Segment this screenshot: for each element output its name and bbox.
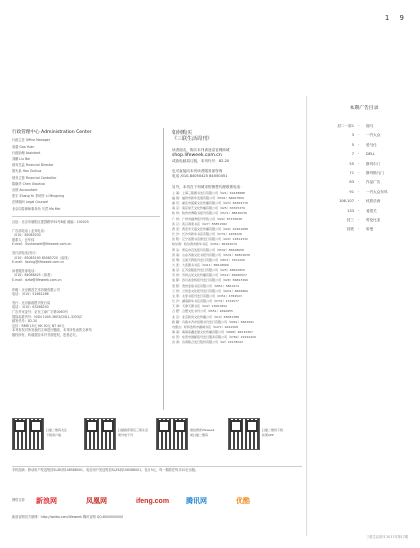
ad-index — [312, 106, 416, 235]
address-block — [12, 220, 162, 337]
outlet-row: 昆 明：云南天辉报刊发行有限公司（0871）3152206 — [172, 257, 245, 262]
outlet-row: 合 肥：合肥文化书刊公司（0551）2690855 — [172, 309, 233, 314]
outlet-row: 苏 州：苏州古吴文化传播有限公司（0512）65680527 — [172, 273, 247, 278]
outlet-row: 武 汉：武汉鸿泰书店（027）85851582 — [172, 221, 227, 226]
outlet-row: 广 州：广州市越秀报刊零售公司（020）87376638 — [172, 216, 242, 221]
outlet-row: 哈尔滨：哈尔滨市新华书店（0451）86183079 — [172, 242, 237, 247]
sub-phone: （010）85085190 85085720（直线） — [12, 255, 71, 260]
ad-index-row — [312, 160, 416, 169]
column-divider — [163, 128, 164, 410]
partners-label: 网络支持 — [12, 498, 25, 502]
ad-index-title: 本期广告目录 — [349, 106, 379, 111]
ad-dash: · — [358, 189, 360, 194]
web-line: 新浪官网官方微博：http://weibo.com/lifeweek 腾讯官网 QQ:8000000000 — [12, 515, 124, 519]
masthead-row: 法律顾问 Legal Counsel — [12, 200, 49, 205]
ad-index-row — [312, 122, 416, 131]
outlet-row: 上 海：上海三联图书发行有限公司（021）62438888 — [172, 190, 245, 195]
qr-caption: 下载客户端 — [46, 433, 62, 437]
masthead-row: 刘鹏 Liu Bei — [12, 157, 31, 162]
outlet-row: 海 南：海南荣鑫发展文化传播有限公司（0898）66234367 — [172, 330, 253, 335]
ad-contact: 联系人：汪华伟 — [12, 237, 35, 242]
partner-logo[interactable]: 凤凰网 — [86, 498, 107, 505]
ad-name: 枕旅乐西 — [366, 199, 381, 204]
ad-dash: · — [358, 208, 360, 213]
ad-name: 爱马仕 — [366, 142, 377, 147]
ad-page: 133 — [347, 208, 354, 213]
subscribe-p2: 或致电邮局订阅，本刊代号：82-20 — [172, 159, 230, 164]
outlet-row: 南 京：江苏金陵报刊发行有限公司（025）88620850 — [172, 268, 245, 273]
ad-index-row — [312, 169, 416, 178]
outlet-row: 青 岛：青岛市百发报刊有限公司（0532）85848658 — [172, 247, 244, 252]
masthead-row: 财务主管 Financial Controller — [12, 175, 57, 180]
ad-page: 5 — [351, 142, 354, 147]
qr-code-icon[interactable] — [156, 418, 188, 450]
qr-code-icon[interactable] — [228, 418, 260, 450]
subscribe-phone: 电话 /010-84050425 84050451 — [172, 174, 228, 179]
subscribe-p3: 也可直接向本刊读者服务部咨询 — [172, 169, 223, 174]
subscribe-title-1: 如何购买 — [172, 130, 193, 136]
ad-page: 91 — [349, 189, 354, 194]
outlet-row: 东 莞：东莞市国邮报刊发行服务有限公司（0769）22292426 — [172, 335, 256, 340]
partner-logo[interactable]: 优酷 — [236, 498, 250, 505]
ad-name: 哥伦比亚 — [366, 217, 381, 222]
ad-page: 封底 — [346, 227, 354, 232]
footer: 三联生活周刊 2017年第17期 — [366, 535, 408, 539]
masthead-row: 张宇 Zhang Yu 李明开 Li Mingning — [12, 194, 65, 199]
ad-dash: · — [358, 199, 360, 204]
ad-name: 作品广告 — [366, 180, 381, 185]
qr-row — [12, 414, 302, 464]
qr-caption: 扫描推荐商店三联生活 — [118, 428, 149, 432]
sub-label: 发行部电话/发行： — [12, 250, 39, 255]
qr-separator — [12, 466, 302, 467]
masthead-separator — [12, 216, 160, 217]
masthead-rows — [12, 137, 160, 211]
reader-email: E-mail：dzfw@lifeweek.com.cn — [12, 277, 62, 282]
outlet-row: 太 原：太原书报刊发行有限公司（0351）4789523 — [172, 293, 242, 298]
qr-caption: 微信搜索lifeweek — [190, 428, 215, 432]
office-address: 社址：北京市朝阳区建国路甲92号B座 邮编：100025 — [12, 220, 89, 224]
ad-index-row — [312, 188, 416, 197]
outlet-row: 大 连：大连图书书店（0411）86618666 — [172, 263, 229, 268]
ad-dash: · — [358, 161, 360, 166]
outlet-row: 长 沙：长沙市新华书店有限公司（0731）4458226 — [172, 232, 242, 237]
qr-caption: 周刊电子刊 — [118, 433, 134, 437]
copyright-note-2: 版权所有，转载需经本刊书面授权，违者必究。 — [12, 332, 79, 337]
ad-dash: · — [358, 217, 360, 222]
ad-license: 广告许可证号：京东工商广字第0063号 — [12, 309, 68, 314]
outlet-row: 成 都：四川省金桥报刊发行有限公司（028）86823369 — [172, 278, 248, 283]
shop-url[interactable]: shop.lifeweek.com.cn — [172, 153, 222, 159]
outlet-row: 重 庆：重庆市富保文化传播有限公司（023）86359776 — [172, 201, 248, 206]
outlet-row: 长 沙：湖南新华书店有限公司（0731）4744577 — [172, 299, 239, 304]
qr-caption: 松果APP — [262, 433, 274, 437]
ad-dash: · — [358, 227, 360, 232]
qr-code-icon[interactable] — [12, 418, 44, 450]
masthead-row: 出纳 Accountant — [12, 188, 38, 193]
qr-caption: 扫描二维码关注 — [46, 428, 68, 432]
ad-dash: · — [358, 180, 360, 185]
digital-note: 手机阅读：移动用户发送短信SLZK到106588001，电信用户发送短信SLZK到106588001，包月5元，每一期将在每月20日出版。 — [12, 468, 199, 472]
subscribe-title-2: 《三联生活周刊》 — [172, 136, 213, 143]
masthead-row: 行政主任 Office Manager — [12, 138, 51, 143]
copyright-note-1: 本刊有权对所发表的文章进行删改，本刊所发表的文章均 — [12, 328, 92, 333]
partner-logo[interactable]: 新浪网 — [36, 498, 57, 505]
outlet-row: 天 津：天津天图书店（022）23001894 — [172, 304, 227, 309]
ad-page: 55 — [349, 161, 354, 166]
outlet-row: 台 湾：台湾联合发行股份有限公司（02）29178022 — [172, 340, 244, 345]
ad-dash: · — [358, 142, 360, 147]
ad-name: 哈曼 — [366, 227, 374, 232]
ad-dash: · — [358, 124, 360, 128]
masthead-row: 北京同泰律师事务所 马君 Ma Mei — [12, 206, 61, 211]
masthead-row: 胡允泉 Hon Guihua — [12, 169, 42, 174]
ad-page: 3 — [351, 133, 354, 138]
subscribe-p1: 读者朋友，购买本刊请登录官网商城 — [172, 147, 230, 152]
outlet-list — [172, 191, 304, 346]
outlets-title: 另外，本刊在下列城市的销售代理联系电话： — [172, 184, 244, 189]
column-divider — [306, 96, 307, 536]
ad-dash: · — [358, 133, 360, 138]
ad-page: 71 — [349, 170, 354, 175]
masthead — [12, 130, 160, 212]
ad-name: 瑞马 — [366, 124, 374, 128]
qr-caption: 扫描二维码下载 — [262, 428, 284, 432]
masthead-row: 陈晓华 Chen Xiaohua — [12, 181, 45, 186]
page-number: 1 9 — [384, 14, 408, 22]
outlet-row: 杭 州：杭州市博联书报刊有限公司（0571）88836236 — [172, 211, 247, 216]
ad-name: 斯玛尔门 — [366, 161, 381, 166]
sub-email: E-mail：faxing@lifeweek.com.cn — [12, 260, 65, 265]
ad-index-row — [312, 197, 416, 206]
printer-phone: 电话：（010）51661286 — [12, 292, 49, 297]
ad-name: 一汽大众 — [366, 133, 381, 138]
ad-index-row — [312, 216, 416, 225]
partners-row — [12, 492, 302, 510]
outlet-row: 贵 阳：贵州金星书店有限公司（0851）5861974 — [172, 283, 239, 288]
partner-logo[interactable]: ifeng.com — [136, 497, 170, 505]
ad-phone: （010）85085200 — [12, 233, 41, 238]
ad-index-rows — [312, 122, 416, 235]
issn: 国际标准刊号：ISSN 1005-3603/CN11-3253/C — [12, 314, 83, 319]
qr-caption: 或扫描二维码 — [190, 433, 209, 437]
ad-page: 封二－扉1 — [337, 124, 354, 128]
ad-name: 斯玛斯凡门 — [366, 170, 384, 175]
ad-name: 一汽大众东风 — [366, 189, 388, 194]
ad-email: E-mail：Sushanwei@lifeweek.com.cn — [12, 242, 72, 247]
outlet-row: 南 京：南京常艺文化传播有限公司（025）83325379 — [172, 206, 245, 211]
ad-index-row — [312, 207, 416, 216]
reader-label: 读者服务部电话： — [12, 268, 38, 273]
partner-logo[interactable]: 腾讯网 — [186, 498, 207, 505]
masthead-row: 行政助理 Assistant — [12, 150, 41, 155]
masthead-title: 行政管理中心 Administration Center — [12, 130, 92, 135]
outlet-row: 济 南：山东齐鲁文化书报刊有限公司（0531）82803638 — [172, 252, 250, 257]
ad-dash: · — [358, 152, 360, 157]
ad-index-row — [312, 131, 416, 140]
distributor: 发行：北京邮政报刊发行局 — [12, 300, 51, 305]
distributor-phone: 电话：（010）63266250 — [12, 305, 49, 310]
ad-page: 封三 — [346, 217, 354, 222]
postal-code: 邮发代号：82-20 — [12, 319, 38, 324]
price: 定价：RMB 15元 HK 30元 NT 40元 — [12, 323, 65, 328]
outlet-row: 新 疆：乌鲁木齐市恒翔书刊发行有限公司（0991）5862991 — [172, 319, 254, 324]
ad-page: 83 — [349, 180, 354, 185]
outlet-row: 兰 州：兰州金文化报刊发行有限公司（0931）8826869 — [172, 288, 248, 293]
ad-page: 7 — [351, 152, 354, 157]
outlet-row: 内蒙古：呼和浩特市鹿城书店（0471）6261568 — [172, 324, 238, 329]
reader-phone: （010）84066425（读者） — [12, 273, 54, 278]
qr-code-icon[interactable] — [84, 418, 116, 450]
ad-index-row — [312, 178, 416, 187]
outlet-row: 北 京：北京新风文化传播公司（010）65081388 — [172, 314, 239, 319]
outlet-row: 沈 阳：辽宁省图书音像发行有限公司（024）22814332 — [172, 237, 248, 242]
masthead-row: 财务总监 Financial Director — [12, 163, 54, 168]
outlet-row: 福 建：福州市新华发展有限公司（0591）84667899 — [172, 195, 244, 200]
ad-index-row — [312, 141, 416, 150]
ad-dash: · — [358, 170, 360, 175]
ad-index-row — [312, 225, 416, 234]
subscribe-block — [172, 130, 304, 346]
ad-name: 斐普关 — [366, 208, 377, 213]
ad-page: 106-107 — [338, 199, 354, 204]
ad-index-row — [312, 150, 416, 159]
ad-phone-label: 广告部电话 / 业务电话： — [12, 228, 47, 233]
ad-name: DELL — [366, 152, 376, 157]
outlet-row: 西 安：西安市天盛文化传播有限公司（029）62261688 — [172, 226, 248, 231]
printer: 印刷：北京雅昌艺术印刷有限公司 — [12, 287, 60, 292]
masthead-row: 高超 Gao Yuan — [12, 144, 35, 149]
